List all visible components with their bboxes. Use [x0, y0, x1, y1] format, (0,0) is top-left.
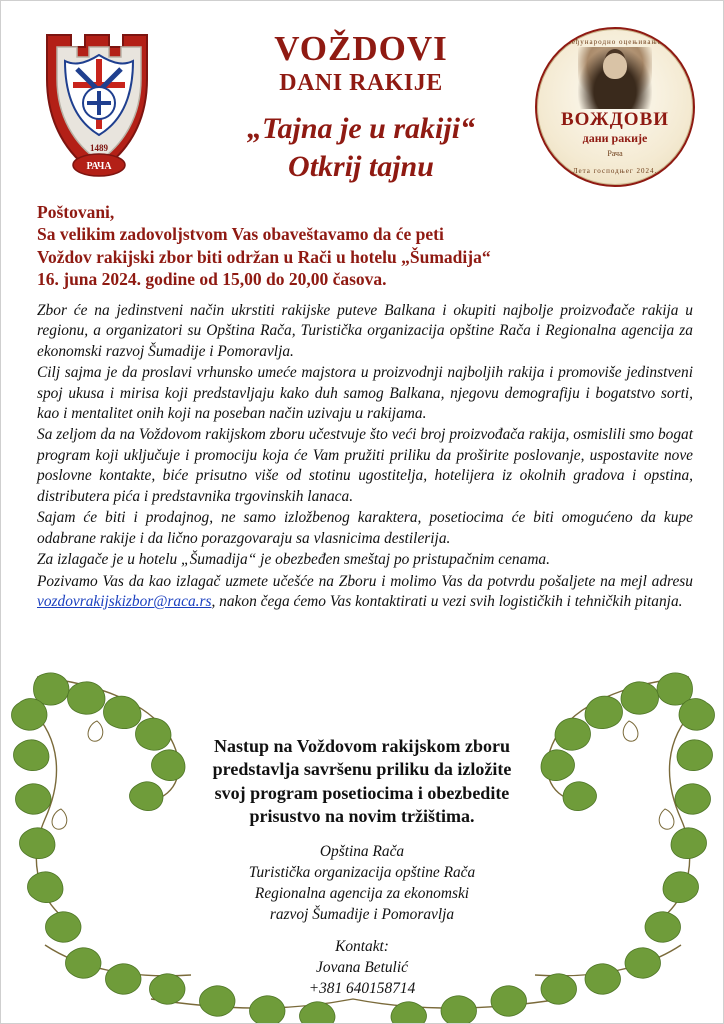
- call-line-1: Nastup na Voždovom rakijskom zboru: [213, 736, 511, 756]
- slogan-line-2: Otkrij tajnu: [288, 149, 434, 183]
- svg-text:1489: 1489: [90, 143, 108, 153]
- call-to-action: [147, 735, 577, 829]
- organizers-list: [1, 841, 723, 926]
- body-paragraph-5: Za izlagače je u hotelu „Šumadija“ je obezbeđen smeštaj po pristupačnim cenama.: [37, 551, 550, 569]
- contact-phone[interactable]: +381 640158714: [308, 980, 416, 998]
- contact-name: Jovana Betulić: [316, 958, 408, 976]
- intro-block: [37, 201, 693, 291]
- body-paragraph-6-before: Pozivamo Vas da kao izlagač uzmete učešće na Zboru i molimo Vas da potvrdu pošaljete na mejl adresu: [37, 572, 693, 590]
- body-paragraph-6-after: , nakon čega ćemo Vas kontaktirati u vezi svih logističkih i tehničkih pitanja.: [211, 593, 683, 611]
- organizer-1: Opština Rača: [319, 842, 405, 860]
- body-text: [37, 301, 693, 613]
- intro-line-3: Voždov rakijski zbor biti održan u Rači u hotelu „Šumadija“: [37, 246, 491, 267]
- email-link[interactable]: vozdovrakijskizbor@raca.rs: [37, 593, 212, 611]
- slogan-line-1: „Tajna je u rakiji“: [246, 112, 476, 146]
- body-paragraph-3: Sa zeljom da na Voždovom rakijskom zboru učestvuje što veći broj proizvođača rakija, osmislili smo bogat program koji uključuje i promociju koja će Vam pružiti priliku da proširite poslovanje, uspostavite nove poslovne kontakte, biće prisutno više od stotinu ugostitelja, hotelijera iz okolnih gradova i opstina, distributera pića i predstavnika trgovinskih lanaca.: [37, 426, 693, 505]
- organizer-2: Turistička organizacija opštine Rača: [248, 863, 476, 881]
- body-paragraph-1: Zbor će na jedinstveni način ukrstiti rakijske puteve Balkana i okupiti najbolje proizvođače rakija u regionu, a organizatori su Opština Rača, Turistička organizacija opštine Rača i Regionalna agencija za ekonomski razvoj Šumadije i Pomoravlja.: [37, 301, 693, 360]
- intro-line-2: Sa velikim zadovoljstvom Vas obaveštavamo da će peti: [37, 224, 444, 245]
- body-paragraph-6: [37, 572, 693, 613]
- call-line-4: prisustvo na novim tržištima.: [249, 806, 475, 827]
- event-seal-logo: [535, 27, 695, 187]
- call-line-2: predstavlja savršenu priliku da izložite: [212, 759, 512, 780]
- body-paragraph-2: Cilj sajma je da proslavi vrhunsko umeće majstora u proizvodnji najboljih rakija i promoviše jedinstveni spoj ukusa i mirisa koji predstavljaju kako duh samog Balkana, njegovu demografiju i bogatstvo sorti, kao i mentalitet onih koji na poseban način uzivaju u rakijama.: [37, 364, 693, 422]
- karadjordje-portrait-icon: [578, 47, 652, 109]
- seal-place: Рача: [607, 149, 623, 158]
- header: [1, 1, 723, 197]
- seal-brand: ВОЖДОВИ: [560, 109, 670, 130]
- footer: [1, 735, 723, 999]
- title-block: [171, 31, 551, 185]
- svg-text:РАЧА: РАЧА: [86, 161, 112, 172]
- body-paragraph-4: Sajam će biti i prodajnog, ne samo izložbenog karaktera, posetiocima će biti omogućeno da kupe odabrane rakije i da lično porazgovaraju sa vlasnicima destilerija.: [37, 509, 693, 547]
- coat-of-arms-raca-icon: [37, 29, 161, 179]
- organizer-4: razvoj Šumadije i Pomoravlja: [269, 906, 455, 924]
- contact-block: [1, 936, 723, 1000]
- seal-brand-sub: дани ракије: [582, 131, 648, 145]
- intro-line-1: Poštovani,: [37, 202, 115, 222]
- seal-arc-bottom-text: Лета господњег 2024.: [572, 167, 658, 175]
- call-line-3: svoj program posetiocima i obezbedite: [214, 782, 510, 803]
- page-subtitle: DANI RAKIJE: [279, 69, 443, 96]
- seal-arc-top-text: Друго међународно оцењивање ракија: [540, 38, 690, 46]
- contact-label: Kontakt:: [335, 937, 389, 955]
- organizer-3: Regionalna agencija za ekonomski: [254, 885, 470, 903]
- intro-line-4: 16. juna 2024. godine od 15,00 do 20,00 časova.: [37, 269, 387, 290]
- slogan: [171, 110, 551, 185]
- page-title: VOŽDOVI: [274, 29, 448, 68]
